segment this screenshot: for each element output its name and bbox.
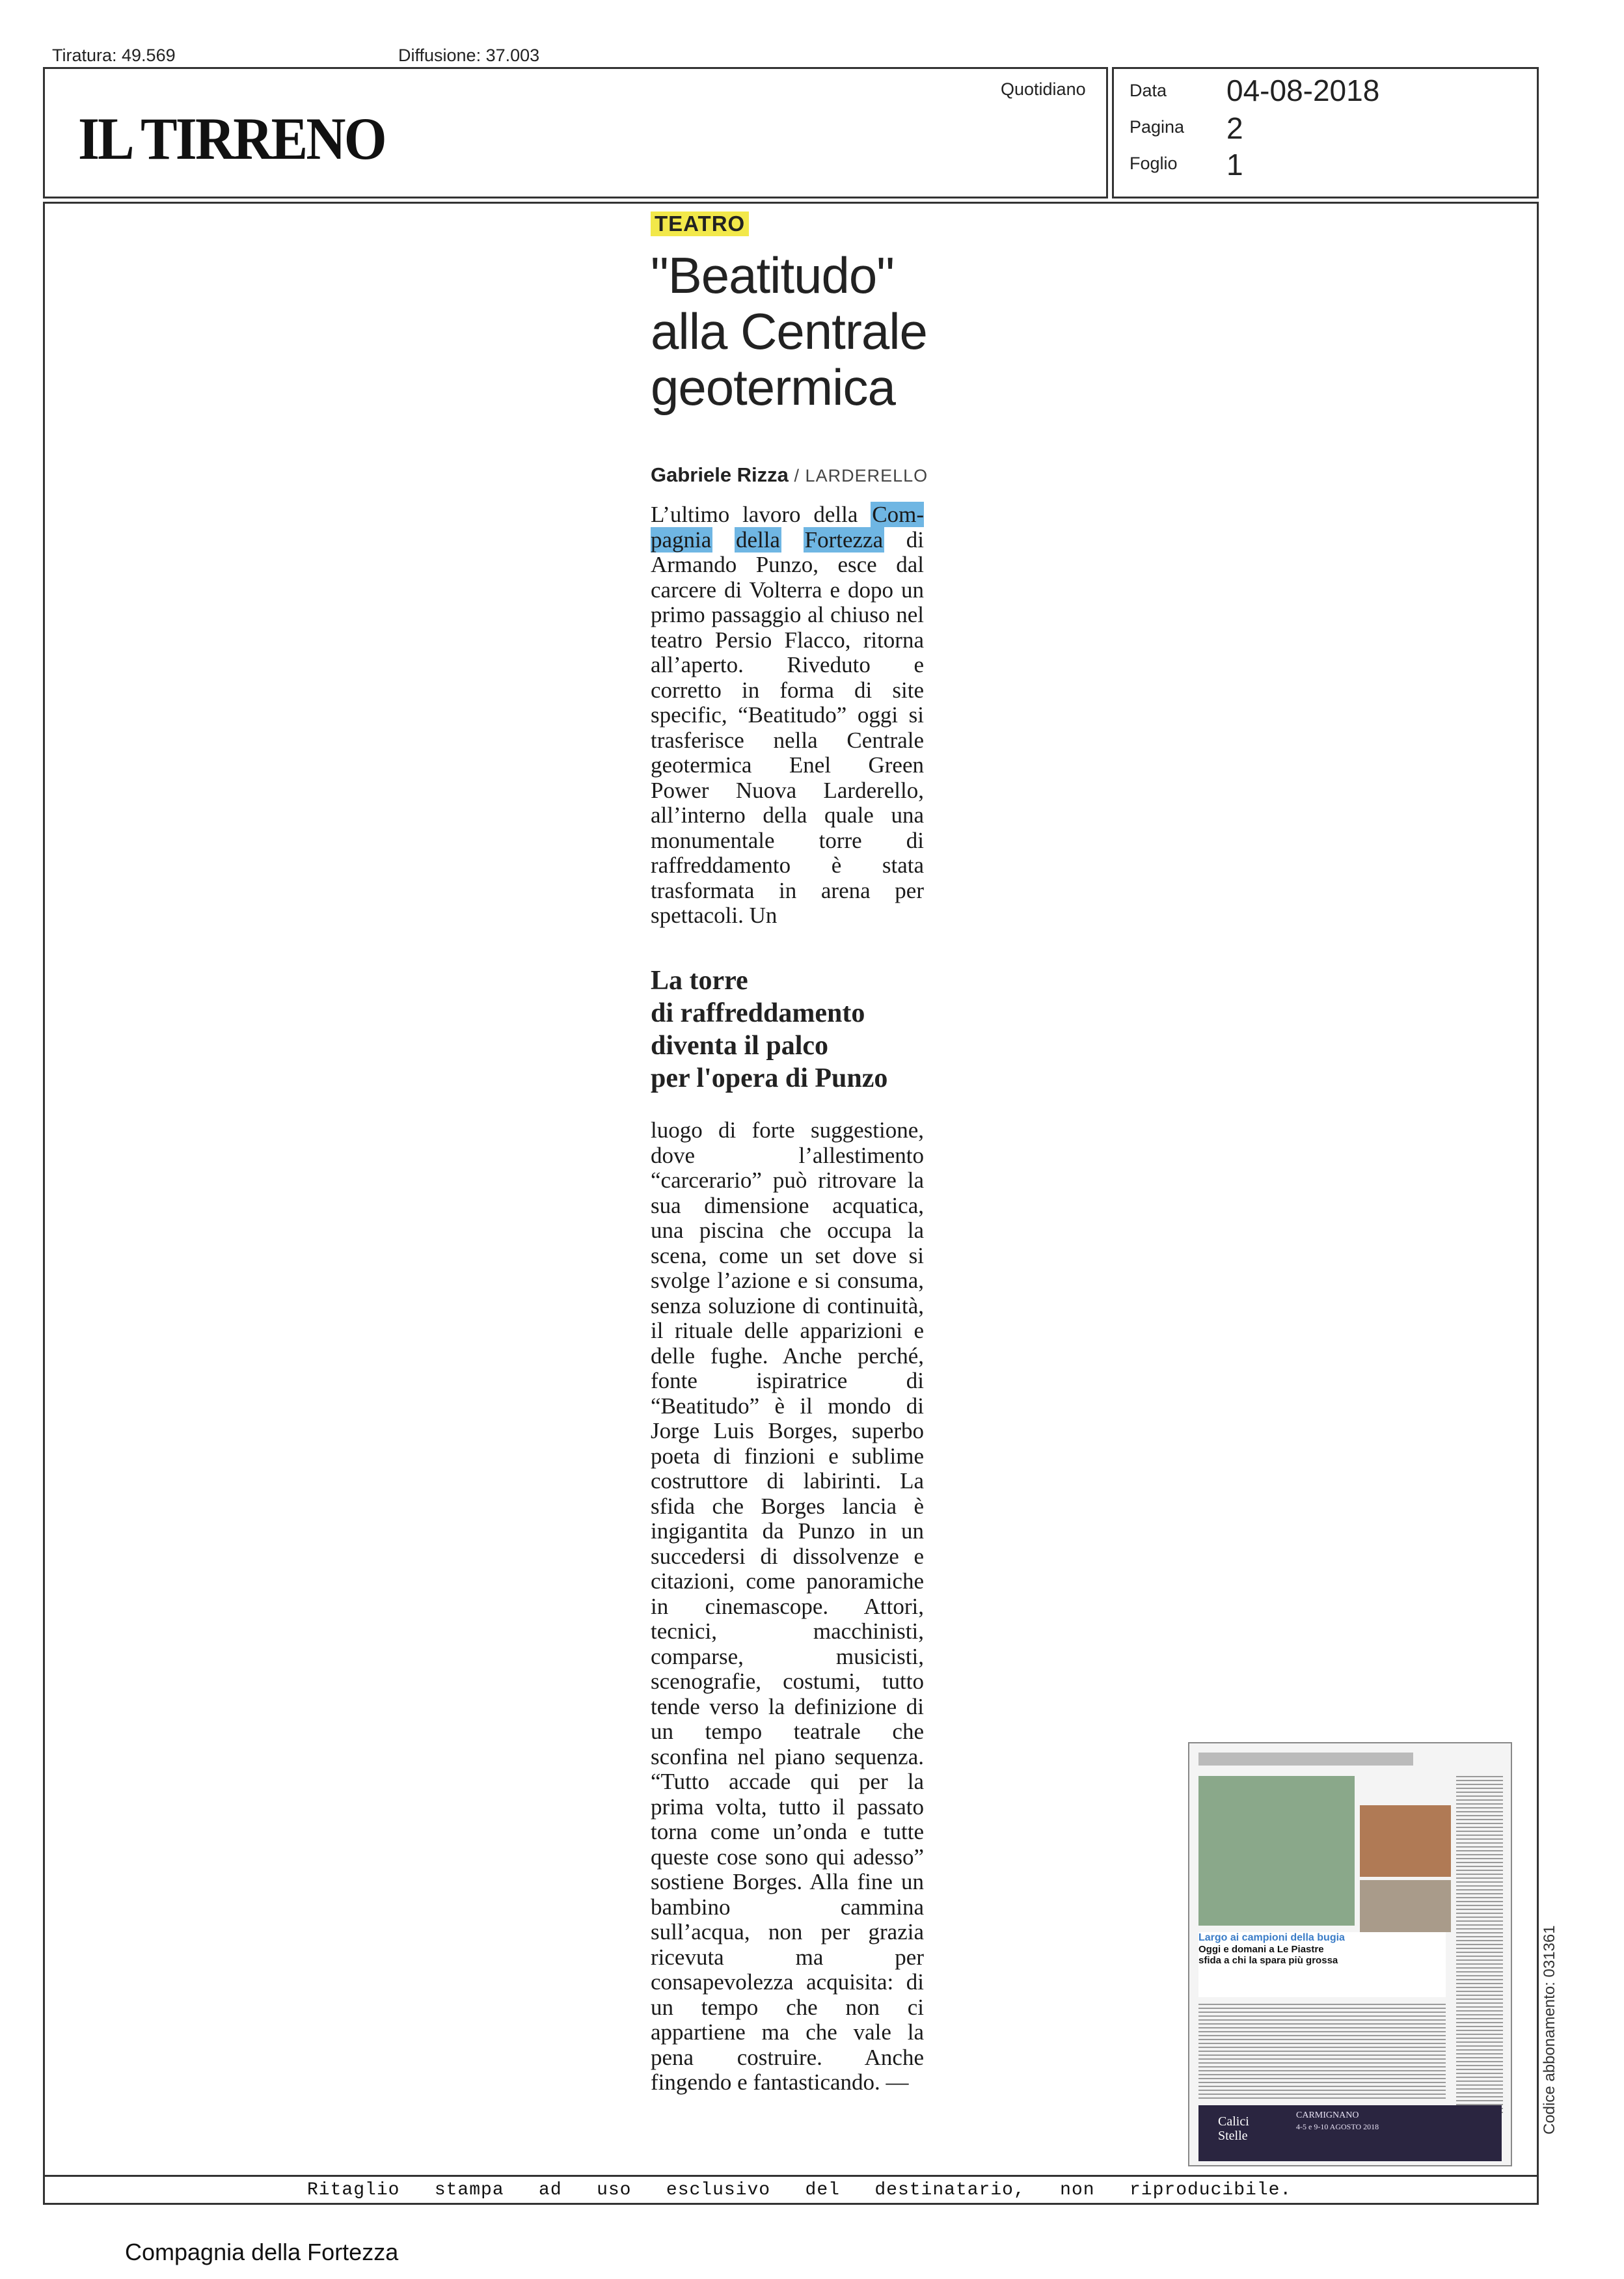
subhead-line: diventa il palco <box>651 1031 829 1061</box>
thumb-photo <box>1360 1880 1451 1932</box>
thumb-ad-title-line: Calici <box>1218 2114 1249 2129</box>
byline <box>651 463 928 487</box>
thumb-header <box>1198 1753 1413 1766</box>
headline-line: "Beatitudo" <box>651 247 894 304</box>
foglio-label: Foglio <box>1130 154 1178 173</box>
thumb-ad-title <box>1218 2114 1249 2143</box>
masthead-logo: IL TIRRENO <box>78 105 385 172</box>
diffusione-label: Diffusione: 37.003 <box>398 46 540 65</box>
tiratura-label: Tiratura: 49.569 <box>52 46 176 65</box>
article-headline <box>651 247 927 415</box>
article-subhead <box>651 964 937 1095</box>
footer-label: Compagnia della Fortezza <box>125 2239 399 2265</box>
thumb-headline-block <box>1198 1932 1446 1997</box>
highlight-term: della <box>735 526 780 553</box>
thumb-subheadline: sfida a chi la spara più grossa <box>1198 1955 1338 1966</box>
headline-line: alla Centrale <box>651 303 927 360</box>
data-label: Data <box>1130 81 1167 100</box>
dateline-place: / LARDERELLO <box>794 466 928 485</box>
thumb-column <box>1456 1776 1503 2114</box>
lead-text: di Armando Punzo, esce dal carcere di Volterra e dopo un primo passaggio al chiuso nel teatro Persio Flacco, ritorna all’aperto. Riveduto e corretto in forma di site specific, “Beatitudo” oggi si trasferisce nella Centrale geotermica Enel Green Power Nuova Larderello, all’interno della quale una monumentale torre di raffreddamento è stata trasformata in arena per spettacoli. Un <box>651 526 925 928</box>
section-kicker: TEATRO <box>651 212 749 236</box>
subscription-code: Codice abbonamento: 031361 <box>1541 1925 1558 2135</box>
highlight-term: Com-pagnia <box>651 502 924 553</box>
subhead-line: La torre <box>651 966 748 996</box>
thumb-ad-title-line: Stelle <box>1218 2129 1248 2143</box>
thumb-photo <box>1360 1805 1451 1877</box>
disclaimer-divider <box>43 2175 1539 2177</box>
thumb-subheadline: Oggi e domani a Le Piastre <box>1198 1944 1324 1955</box>
pagina-value: 2 <box>1226 111 1243 145</box>
thumb-ad <box>1198 2105 1502 2161</box>
thumb-headline: Largo ai campioni della bugia <box>1198 1932 1345 1943</box>
thumb-text-block <box>1198 2004 1446 2101</box>
lead-text: L’ultimo lavoro della <box>651 502 871 527</box>
highlight-term: Fortezza <box>804 526 884 553</box>
subhead-line: di raffreddamento <box>651 998 865 1028</box>
author-name: Gabriele Rizza <box>651 463 789 486</box>
subhead-line: per l'opera di Punzo <box>651 1063 888 1093</box>
article-body: luogo di forte suggestione, dove l’allestimento “carcerario” può ritrovare la sua dimensione acquatica, una piscina che occupa la scena, come un set dove si svolge l’azione e si consuma, senza soluzione di continuità, il rituale delle apparizioni e delle fughe. Anche perché, fonte ispiratrice di “Beatitudo” è il mondo di Jorge Luis Borges, superbo poeta di finzioni e sublime costruttore di labirinti. La sfida che Borges lancia è ingigantita da Punzo in un succedersi di dissolvenze e citazioni, come panoramiche in cinemascope. Attori, tecnici, macchinisti, comparse, musicisti, scenografie, costumi, tutto tende verso la definizione di un tempo teatrale che sconfina nel piano sequenza. “Tutto accade qui per la prima volta, tutto il passato torna come un’onda e tutte queste cose sono qui adesso” sostiene Borges. Alla fine un bambino cammina sull’acqua, non per grazia ricevuta ma per consapevolezza acquisita: di un tempo che non ci appartiene ma che vale la pena costruire. Anche fingendo e fantasticando. — <box>651 1117 924 2095</box>
periodicity-label: Quotidiano <box>1001 79 1086 99</box>
pagina-label: Pagina <box>1130 117 1185 137</box>
thumb-ad-place: CARMIGNANO <box>1296 2110 1359 2120</box>
page-thumbnail <box>1188 1742 1512 2166</box>
headline-line: geotermica <box>651 359 895 416</box>
disclaimer-text: Ritaglio stampa ad uso esclusivo del destinatario, non riproducibile. <box>307 2180 1292 2200</box>
article-lead <box>651 502 924 929</box>
foglio-value: 1 <box>1226 148 1243 182</box>
thumb-photo <box>1198 1776 1355 1926</box>
data-value: 04-08-2018 <box>1226 74 1380 107</box>
thumb-ad-dates: 4-5 e 9-10 AGOSTO 2018 <box>1296 2122 1379 2131</box>
